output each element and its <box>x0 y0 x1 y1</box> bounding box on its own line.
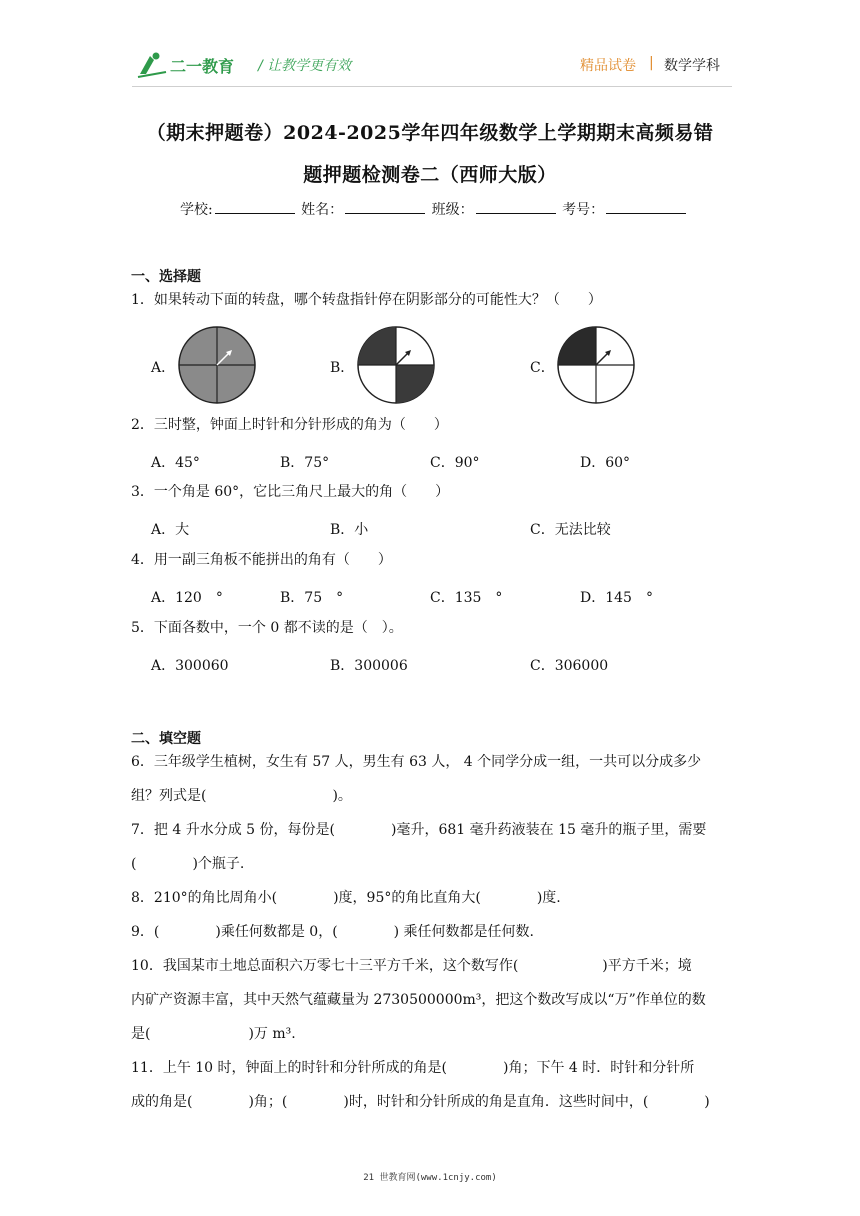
exam-no-blank[interactable] <box>606 201 686 214</box>
question-1: 1．如果转动下面的转盘，哪个转盘指针停在阴影部分的可能性大？（ ） <box>131 292 602 308</box>
spinner-c-image <box>556 325 636 405</box>
question-6-line2: 组？列式是( )。 <box>131 788 352 804</box>
question-10-line3: 是( )万 m³. <box>131 1026 296 1042</box>
q5-option-b: B．300006 <box>330 658 408 674</box>
spinner-b-image <box>356 325 436 405</box>
question-10-line1: 10．我国某市土地总面积六万零七十三平方千米，这个数写作( )平方千米；境 <box>131 958 692 974</box>
question-9: 9．( )乘任何数都是 0，( ) 乘任何数都是任何数. <box>131 924 535 940</box>
question-2: 2．三时整，钟面上时针和分针形成的角为（ ） <box>131 417 448 433</box>
page-footer: 21 世教育网(www.1cnjy.com) <box>363 1173 497 1183</box>
school-blank[interactable] <box>215 201 295 214</box>
q4-option-d: D．145 ° <box>580 590 653 606</box>
exam-no-label: 考号： <box>562 202 605 218</box>
school-label: 学校: <box>180 202 213 218</box>
question-11-line2: 成的角是( )角；( )时，时针和分针所成的角是直角．这些时间中，( ) <box>131 1094 710 1110</box>
header-separator: | <box>649 55 654 71</box>
question-7-line2: ( )个瓶子. <box>131 856 245 872</box>
header-label-premium: 精品试卷 <box>580 58 636 74</box>
class-label: 班级： <box>431 202 474 218</box>
q3-option-c: C．无法比较 <box>530 522 611 538</box>
question-5: 5．下面各数中，一个 0 都不读的是（ ）。 <box>131 620 403 636</box>
question-11-line1: 11．上午 10 时，钟面上的时针和分针所成的角是( )角；下午 4 时．时针和分针所 <box>131 1060 695 1076</box>
name-blank[interactable] <box>345 201 425 214</box>
header-slogan: / 让教学更有效 <box>258 58 352 74</box>
q5-option-a: A．300060 <box>151 658 229 674</box>
page-title-line1: （期末押题卷）2024-2025学年四年级数学上学期期末高频易错 <box>146 122 714 144</box>
q2-option-b: B．75° <box>280 455 330 471</box>
logo-text: 二一教育 <box>170 57 235 76</box>
q3-option-a: A．大 <box>151 522 190 538</box>
q1-option-a-label: A． <box>151 360 176 376</box>
question-8: 8．210°的角比周角小( )度，95°的角比直角大( )度. <box>131 890 561 906</box>
q2-option-c: C．90° <box>430 455 480 471</box>
section-fill-title: 二、填空题 <box>131 731 201 747</box>
q2-option-d: D．60° <box>580 455 631 471</box>
name-label: 姓名： <box>301 202 344 218</box>
q5-option-c: C．306000 <box>530 658 609 674</box>
header-label-subject: 数学学科 <box>664 58 720 74</box>
class-blank[interactable] <box>476 201 556 214</box>
q4-option-c: C．135 ° <box>430 590 503 606</box>
q1-option-c-label: C． <box>530 360 555 376</box>
question-10-line2: 内矿产资源丰富，其中天然气蕴藏量为 2730500000m³，把这个数改写成以“万”作单位的数 <box>131 992 706 1008</box>
section-choice-title: 一、选择题 <box>131 269 201 285</box>
question-4: 4．用一副三角板不能拼出的角有（ ） <box>131 552 392 568</box>
page-title-line2: 题押题检测卷二（西师大版） <box>303 164 557 186</box>
spinner-a-image <box>177 325 257 405</box>
student-info-line <box>180 199 688 219</box>
q4-option-b: B．75 ° <box>280 590 344 606</box>
q2-option-a: A．45° <box>151 455 200 471</box>
q1-option-b-label: B． <box>330 360 355 376</box>
question-7-line1: 7．把 4 升水分成 5 份，每份是( )毫升，681 毫升药液装在 15 毫升的瓶子里，需要 <box>131 822 707 838</box>
q4-option-a: A．120 ° <box>151 590 223 606</box>
question-3: 3．一个角是 60°，它比三角尺上最大的角（ ） <box>131 484 450 500</box>
q3-option-b: B．小 <box>330 522 369 538</box>
question-6-line1: 6．三年级学生植树，女生有 57 人，男生有 63 人， 4 个同学分成一组，一共可以分成多少 <box>131 754 702 770</box>
header-divider <box>132 86 732 87</box>
brand-logo <box>136 50 246 80</box>
